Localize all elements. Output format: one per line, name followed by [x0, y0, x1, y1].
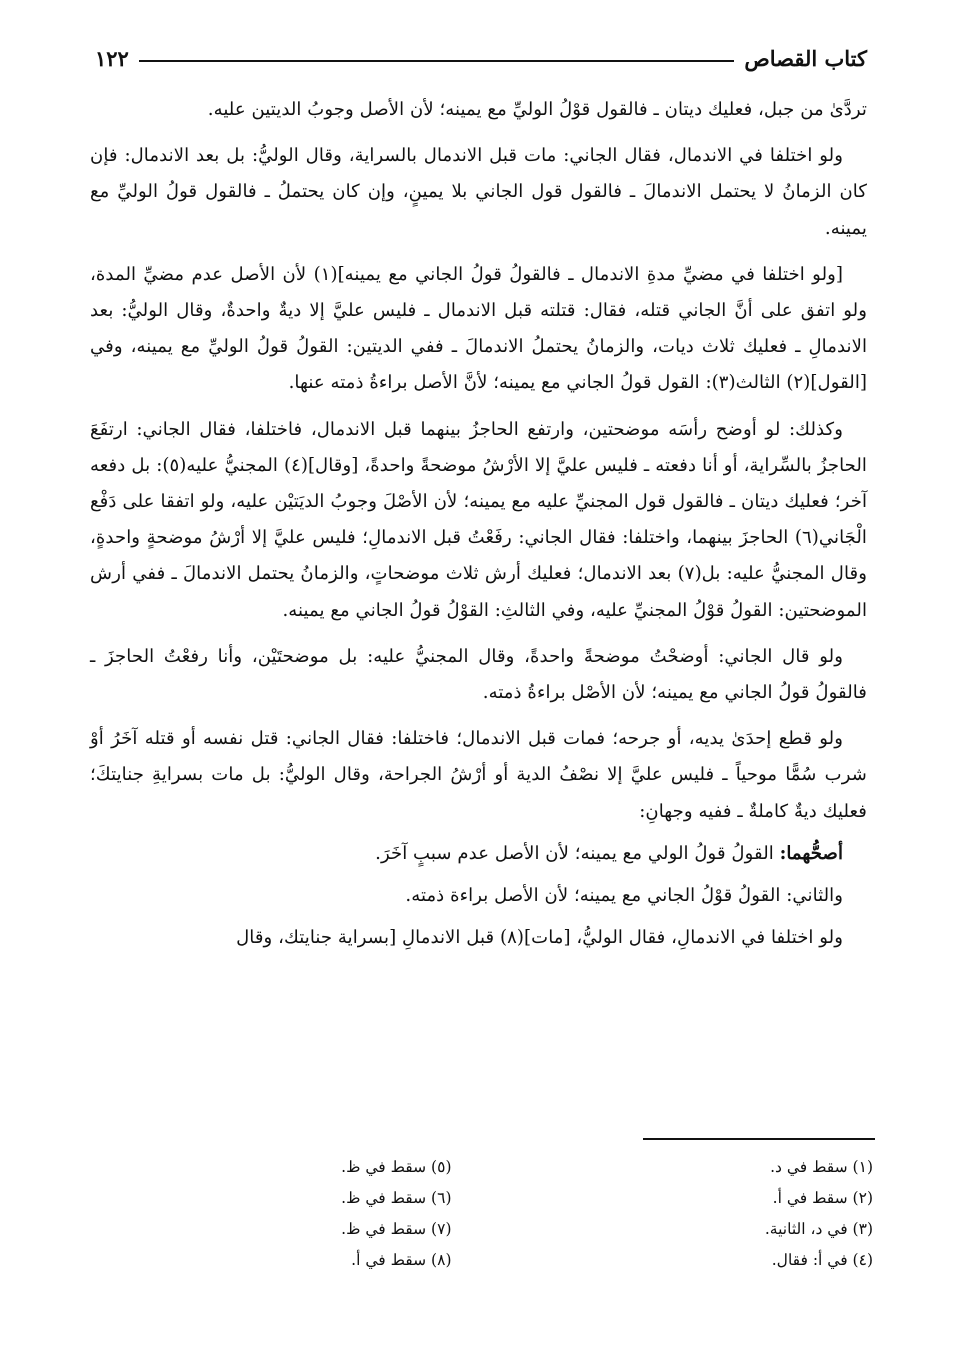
opinion-first-text: القولُ قولُ الولي مع يمينه؛ لأن الأصل عدم سببٍ آخَرَ. [375, 842, 780, 864]
page-header [95, 38, 867, 78]
footnote-3: (٣) في د، الثانية. [764, 1220, 873, 1238]
footnote-8: (٨) سقط في أ. [351, 1251, 452, 1269]
paragraph-last: ولو اختلفا في الاندمالِ، فقال الوليُّ، [مات](٨) قبل الاندمالِ [بسراية جنايتك، وقال [236, 927, 843, 949]
footnote-4: (٤) في أ: فقال. [771, 1251, 873, 1269]
footnotes [90, 1152, 873, 1276]
main-text [90, 92, 867, 966]
footnotes-column-1 [512, 1152, 874, 1276]
opinion-first-lead: أصحُّهما: [779, 842, 843, 864]
footnote-6: (٦) سقط في ظ. [341, 1189, 452, 1207]
paragraph-5: ولو قال الجاني: أوضحْتُ موضحةً واحدةً، وقال المجنيُّ عليه: بل موضحتَيْن، وأنا رفعْتُ الحاجزَ ـ فالقولُ قولُ الجاني مع يمينه؛ لأن الأصْل براءةُ ذمته. [90, 645, 867, 704]
footnote-divider [643, 1138, 875, 1140]
header-rule [139, 60, 734, 62]
paragraph-3: [ولو اختلفا في مضيِّ مدةِ الاندمال ـ فالقولُ قولُ الجاني مع يمينه](١) لأن الأصل عدم مضيِّ المدة، ولو اتفق على أنَّ الجاني قتله، فقال: قتلته قبل الاندمال ـ فليس عليَّ إلا ديةٌ واحدةٌ، وقال الوليُّ: بعد الاندمالِ ـ فعليك ثلاث ديات، والزمانُ يحتملُ الاندمالَ ـ ففي الديتين: القولُ قولُ الوليِّ مع يمينه، وفي [القول](٢) الثالث(٣): القول قولُ الجاني مع يمينه؛ لأنَّ الأصل براءةُ ذمته عنها. [90, 263, 867, 394]
paragraph-4: وكذلك: لو أوضح رأسَه موضحتين، وارتفع الحاجزُ بينهما قبل الاندمال، فاختلفا، فقال الجاني: ارتفَعَ الحاجزُ بالسِّراية، أو أنا دفعته ـ فليس عليَّ إلا الأرْشُ موضحةً واحدةً، [وقال](٤) المجنيُّ عليه(٥): بل دفعه آخر؛ فعليك ديتان ـ فالقول قول المجنيِّ عليه مع يمينه؛ لأن الأصْلَ وجوبُ الديَتيْن عليه، ولو اتفقا على دَفْع الْجَاني(٦) الحاجزَ بينهما، واختلفا: فقال الجاني: رفَعْتُ قبل الاندمالِ؛ فليس عليَّ إلا أرْشُ موضحةٍ واحدةٍ، وقال المجنيُّ عليه: بل(٧) بعد الاندمال؛ فعليك أرش ثلاث موضحاتٍ، والزمانُ يحتمل الاندمالَ ـ ففي أرش الموضحتين: القولُ قوْلُ المجنيِّ عليه، وفي الثالثِ: القوْلُ قولُ الجاني مع يمينه. [90, 418, 868, 621]
footnote-1: (١) سقط في د. [770, 1158, 873, 1176]
opinion-first [90, 836, 867, 872]
footnote-5: (٥) سقط في ظ. [341, 1158, 452, 1176]
paragraph-2: ولو اختلفا في الاندمال، فقال الجاني: مات قبل الاندمال بالسراية، وقال الوليُّ: بل بعد الاندمال: فإن كان الزمانُ لا يحتمل الاندمالَ ـ فالقول قول الجاني بلا يمينٍ، وإن كان يحتملُ ـ فالقول قولُ الوليِّ مع يمينه. [90, 145, 867, 239]
footnote-7: (٧) سقط في ظ. [341, 1220, 452, 1238]
paragraph-6: ولو قطع إحدَىٰ يديه، أو جرحه؛ فمات قبل الاندمال؛ فاختلفا: فقال الجاني: قتل نفسه أو قتله آخَرُ أوْ شرب سُمًّا موحياً ـ فليس عليَّ إلا نصْفُ الدية أو أرْشُ الجراحة، وقال الوليُّ: بل مات بسرايةِ جنايتكَ؛ فعليك ديةٌ كاملةٌ ـ ففيه وجهانِ: [90, 728, 867, 822]
book-title: كتاب القصاص [744, 45, 867, 71]
footnote-2: (٢) سقط في أ. [772, 1189, 873, 1207]
page-number: ١٢٢ [95, 45, 129, 71]
paragraph-1: تردَّىٰ من جبل، فعليك ديتان ـ فالقول قوْلُ الوليِّ مع يمينه؛ لأن الأصل وجوبُ الديتين عليه. [207, 99, 867, 120]
footnotes-column-2 [90, 1152, 452, 1276]
opinion-second: والثاني: القولُ قوْلُ الجاني مع يمينه؛ لأن الأصل براءة ذمته. [405, 885, 843, 907]
